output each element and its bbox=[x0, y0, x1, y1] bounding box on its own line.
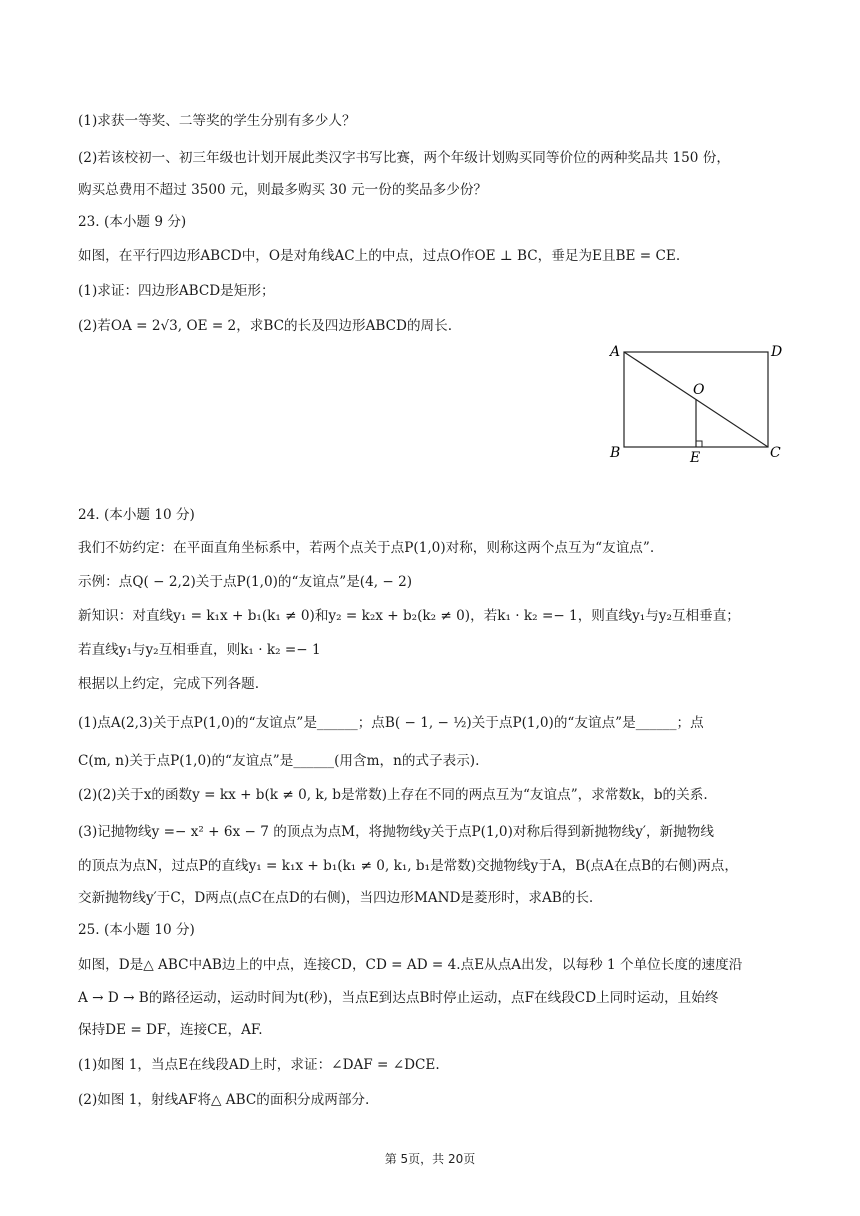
question-25-stem-cont2: 保持DE = DF，连接CE，AF. bbox=[78, 1022, 263, 1038]
figure-label-d: D bbox=[771, 344, 783, 360]
question-25-part-2: (2)如图 1，射线AF将△ ABC的面积分成两部分. bbox=[78, 1092, 370, 1108]
question-24-part-3-cont1: 的顶点为点N，过点P的直线y₁ = k₁x + b₁(k₁ ≠ 0, k₁, b₁是常数)交抛物线y于A，B(点A在点B的右侧)两点， bbox=[78, 858, 738, 874]
question-24-new-knowledge-cont: 若直线y₁与y₂互相垂直，则k₁ · k₂ =− 1 bbox=[78, 642, 321, 658]
question-25-stem: 如图，D是△ ABC中AB边上的中点，连接CD，CD = AD = 4.点E从点A出发，以每秒 1 个单位长度的速度沿 bbox=[78, 957, 743, 973]
figure-label-b: B bbox=[610, 445, 621, 461]
question-25-heading: 25. (本小题 10 分) bbox=[78, 922, 195, 938]
question-24-part-1: (1)点A(2,3)关于点P(1,0)的“友谊点”是______；点B( − 1, − ½)关于点P(1,0)的“友谊点”是______；点 bbox=[78, 715, 704, 731]
question-23-part-1: (1)求证：四边形ABCD是矩形； bbox=[78, 283, 275, 299]
question-24-part-3-cont2: 交新抛物线y′于C，D两点(点C在点D的右侧)，当四边形MAND是菱形时，求AB的长. bbox=[78, 890, 594, 906]
question-24-part-1-cont: C(m, n)关于点P(1,0)的“友谊点”是______(用含m，n的式子表示). bbox=[78, 753, 480, 769]
figure-label-c: C bbox=[770, 445, 781, 461]
question-24-example: 示例：点Q( − 2,2)关于点P(1,0)的“友谊点”是(4, − 2) bbox=[78, 574, 413, 590]
page-footer: 第 5页，共 20页 bbox=[384, 1152, 476, 1166]
question-23-heading: 23. (本小题 9 分) bbox=[78, 214, 187, 230]
question-22-part-2: (2)若该校初一、初三年级也计划开展此类汉字书写比赛，两个年级计划购买同等价位的两种奖品共 150 份， bbox=[78, 150, 730, 166]
question-25-part-1: (1)如图 1，当点E在线段AD上时，求证：∠DAF = ∠DCE. bbox=[78, 1057, 440, 1073]
question-22-part-2-cont: 购买总费用不超过 3500 元，则最多购买 30 元一份的奖品多少份？ bbox=[78, 182, 488, 198]
question-24-instruction: 根据以上约定，完成下列各题. bbox=[78, 676, 260, 692]
figure-label-o: O bbox=[693, 382, 705, 398]
question-22-part-1: (1)求获一等奖、二等奖的学生分别有多少人？ bbox=[78, 113, 356, 129]
question-24-part-2: (2)(2)关于x的函数y = kx + b(k ≠ 0, k, b是常数)上存在不同的两点互为“友谊点”，求常数k，b的关系. bbox=[78, 787, 708, 803]
question-24-part-3: (3)记抛物线y =− x² + 6x − 7 的顶点为点M，将抛物线y关于点P(1,0)对称后得到新抛物线y′，新抛物线 bbox=[78, 824, 714, 840]
figure-label-e: E bbox=[690, 450, 701, 464]
rectangle-figure bbox=[604, 340, 790, 464]
question-24-definition: 我们不妨约定：在平面直角坐标系中，若两个点关于点P(1,0)对称，则称这两个点互为“友谊点”. bbox=[78, 540, 655, 556]
figure-label-a: A bbox=[610, 344, 621, 360]
question-25-stem-cont1: A → D → B的路径运动，运动时间为t(秒)，当点E到达点B时停止运动，点F在线段CD上同时运动，且始终 bbox=[78, 990, 719, 1006]
question-23-stem: 如图，在平行四边形ABCD中，O是对角线AC上的中点，过点O作OE ⊥ BC，垂足为E且BE = CE. bbox=[78, 248, 681, 264]
question-24-heading: 24. (本小题 10 分) bbox=[78, 507, 195, 523]
question-24-new-knowledge: 新知识：对直线y₁ = k₁x + b₁(k₁ ≠ 0)和y₂ = k₂x + b₂(k₂ ≠ 0)，若k₁ · k₂ =− 1，则直线y₁与y₂互相垂直； bbox=[78, 608, 740, 624]
question-23-part-2: (2)若OA = 2√3, OE = 2，求BC的长及四边形ABCD的周长. bbox=[78, 318, 453, 334]
